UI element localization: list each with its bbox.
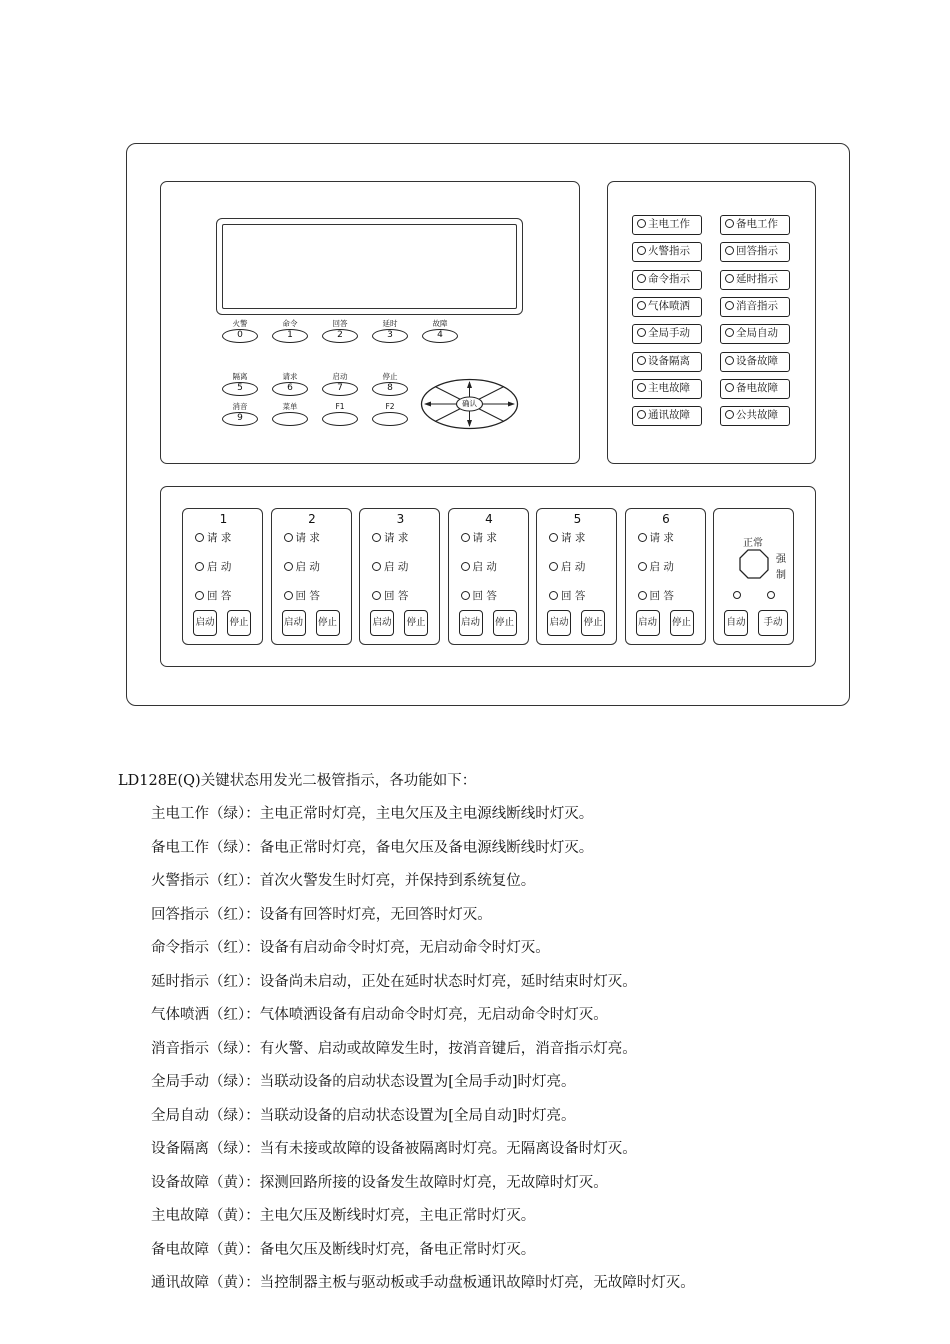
description-line: 设备隔离（绿）：当有未接或故障的设备被隔离时灯亮。无隔离设备时灯灭。 [151,1141,637,1157]
indicator-label: 火警指示 [648,245,690,258]
module-status-label: 请 求 [295,532,320,544]
module-status-row [284,530,320,545]
linkage-module [271,508,352,645]
indicator-led [720,379,790,399]
keypad-key[interactable] [272,412,308,426]
module-number: 3 [396,512,405,526]
led-icon [284,562,293,571]
module-status-label: 启 动 [472,561,497,573]
description-line: 备电工作（绿）：备电正常时灯亮，备电欠压及备电源线断线时灯灭。 [151,839,594,856]
led-icon [637,219,646,228]
led-icon [461,591,470,600]
module-status-row [638,559,674,574]
key-label: 故障 [432,319,448,328]
key-label: 请求 [282,372,298,381]
module-start-button[interactable]: 启动 [636,610,660,636]
module-number: 1 [219,512,228,526]
manual-led [767,591,775,599]
led-icon [725,246,734,255]
mode-key-switch[interactable] [739,549,769,579]
module-status-label: 启 动 [295,561,320,573]
module-status-label: 启 动 [384,561,409,573]
keypad-key[interactable]: 8 [372,382,408,396]
module-stop-button[interactable]: 停止 [670,610,694,636]
keypad-key[interactable]: 2 [322,329,358,343]
key-label: 火警 [232,319,248,328]
module-status-row [549,530,585,545]
module-status-label: 回 答 [561,590,586,602]
indicator-label: 延时指示 [736,272,778,285]
direction-pad[interactable] [420,378,519,430]
description-line: 命令指示（红）：设备有启动命令时灯亮，无启动命令时灯灭。 [151,940,550,956]
indicator-led [632,215,702,235]
module-status-row [549,588,585,603]
keypad-key[interactable] [322,412,358,426]
led-icon [372,533,381,542]
module-status-label: 请 求 [384,532,409,544]
led-icon [725,356,734,365]
indicator-led [720,270,790,290]
module-status-label: 回 答 [384,590,409,602]
led-icon [549,591,558,600]
indicator-label: 主电工作 [648,218,690,230]
key-label: F2 [385,402,395,411]
description-line: 全局自动（绿）：当联动设备的启动状态设置为[全局自动]时灯亮。 [151,1107,576,1124]
key-label: 启动 [332,372,348,381]
module-number: 2 [308,512,316,526]
led-icon [725,301,734,310]
keypad-key[interactable]: 1 [272,329,308,343]
module-status-label: 回 答 [207,590,232,602]
module-status-label: 请 求 [649,532,674,544]
indicator-led [720,324,790,344]
force-label-bottom: 制 [776,570,786,581]
key-label: 消音 [232,402,248,411]
led-icon [637,410,646,419]
indicator-led [632,297,702,317]
module-status-row [284,559,320,574]
module-stop-button[interactable]: 停止 [581,610,605,636]
led-icon [372,591,381,600]
led-icon [372,562,381,571]
linkage-module [625,508,706,645]
indicator-led [720,215,790,235]
module-number: 6 [662,512,670,526]
module-status-row [372,530,408,545]
auto-led [733,591,741,599]
indicator-label: 全局自动 [736,327,778,340]
linkage-module [448,508,529,645]
module-status-label: 回 答 [649,590,674,602]
key-label: F1 [335,402,345,411]
led-icon [461,533,470,542]
led-icon [195,591,204,600]
mode-switch-module [713,508,794,645]
led-icon [637,301,646,310]
module-status-label: 回 答 [472,590,497,602]
description-line: 全局手动（绿）：当联动设备的启动状态设置为[全局手动]时灯亮。 [151,1074,576,1090]
keypad-key[interactable] [372,412,408,426]
indicator-led [720,242,790,262]
keypad-key[interactable]: 6 [272,382,308,396]
led-icon [284,591,293,600]
indicator-label: 气体喷洒 [648,299,690,312]
description-line: 主电故障（黄）：主电欠压及断线时灯亮，主电正常时灯灭。 [151,1208,536,1224]
indicator-label: 全局手动 [648,327,690,340]
description-line: 火警指示（红）：首次火警发生时灯亮，并保持到系统复位。 [151,873,536,889]
keypad-key[interactable]: 0 [222,329,258,343]
intro-text: LD128E(Q)关键状态用发光二极管指示，各功能如下： [118,773,477,789]
module-stop-button[interactable]: 停止 [316,610,340,636]
indicator-label: 设备隔离 [648,354,690,367]
led-icon [461,562,470,571]
led-icon [725,383,734,392]
indicator-led [632,324,702,344]
module-status-label: 请 求 [207,532,232,544]
description-line: 气体喷洒（红）：气体喷洒设备有启动命令时灯亮，无启动命令时灯灭。 [151,1007,608,1023]
module-number: 4 [485,512,493,526]
keypad-key[interactable]: 9 [222,412,258,426]
force-label-top: 强 [776,554,786,565]
module-status-label: 启 动 [207,561,232,573]
module-status-row [461,530,497,545]
indicator-led [632,379,702,399]
module-status-row [372,559,408,574]
indicator-led [632,270,702,290]
module-status-label: 启 动 [649,561,674,573]
led-icon [637,274,646,283]
indicator-label: 设备故障 [736,354,778,367]
led-icon [637,328,646,337]
module-start-button[interactable]: 启动 [547,610,571,636]
key-label: 回答 [332,319,348,328]
indicator-label: 命令指示 [648,272,690,285]
key-label: 延时 [382,319,398,328]
linkage-module [182,508,263,645]
normal-label: 正常 [743,538,763,549]
description-line: 回答指示（红）：设备有回答时灯亮，无回答时灯灭。 [151,906,492,923]
description-line: 消音指示（绿）：有火警、启动或故障发生时，按消音键后，消音指示灯亮。 [151,1040,637,1057]
module-status-label: 请 求 [472,532,497,544]
indicator-led [720,406,790,426]
led-icon [638,533,647,542]
indicator-led [720,352,790,372]
linkage-module [359,508,440,645]
led-icon [637,383,646,392]
description-line: 设备故障（黄）：探测回路所接的设备发生故障时灯亮，无故障时灯灭。 [151,1174,608,1191]
led-icon [725,410,734,419]
led-icon [725,274,734,283]
module-status-row [195,530,231,545]
module-stop-button[interactable]: 停止 [404,610,428,636]
description-line: 主电工作（绿）：主电正常时灯亮，主电欠压及主电源线断线时灯灭。 [151,806,594,822]
indicator-label: 消音指示 [736,299,778,312]
indicator-label: 主电故障 [648,381,690,394]
module-stop-button[interactable]: 停止 [493,610,517,636]
led-icon [195,562,204,571]
manual-button[interactable]: 手动 [758,610,788,636]
led-icon [549,533,558,542]
module-status-row [284,588,320,603]
led-icon [725,219,734,228]
module-status-row [638,530,674,545]
confirm-key-label: 确认 [462,399,477,408]
module-status-row [195,588,231,603]
led-icon [725,328,734,337]
module-status-row [372,588,408,603]
indicator-led [632,242,702,262]
keypad-key[interactable]: 3 [372,329,408,343]
module-status-label: 回 答 [295,590,320,602]
led-icon [638,562,647,571]
module-start-button[interactable]: 启动 [193,610,217,636]
description-line: 延时指示（红）：设备尚未启动，正处在延时状态时灯亮，延时结束时灯灭。 [151,973,637,990]
module-status-row [461,559,497,574]
indicator-label: 通讯故障 [648,409,690,422]
led-icon [637,356,646,365]
module-stop-button[interactable]: 停止 [227,610,251,636]
linkage-module [536,508,617,645]
keypad-key[interactable]: 7 [322,382,358,396]
module-status-row [549,559,585,574]
indicator-label: 备电故障 [736,381,778,394]
module-number: 5 [573,512,582,526]
indicator-label: 回答指示 [736,245,778,258]
indicator-label: 备电工作 [736,218,778,230]
indicator-led [720,297,790,317]
key-label: 隔离 [232,372,248,381]
keypad-key[interactable]: 4 [422,329,458,343]
led-icon [637,246,646,255]
module-start-button[interactable]: 启动 [370,610,394,636]
module-status-row [638,588,674,603]
module-status-row [195,559,231,574]
lcd-screen [222,224,517,309]
module-status-label: 启 动 [561,561,586,573]
key-label: 命令 [282,319,298,328]
indicator-led [632,406,702,426]
led-icon [638,591,647,600]
module-status-label: 请 求 [561,532,586,544]
keypad-key[interactable]: 5 [222,382,258,396]
module-status-row [461,588,497,603]
module-start-button[interactable]: 启动 [282,610,306,636]
key-label: 停止 [382,372,398,381]
led-icon [195,533,204,542]
led-icon [549,562,558,571]
led-icon [284,533,293,542]
description-line: 通讯故障（黄）：当控制器主板与驱动板或手动盘板通讯故障时灯亮，无故障时灯灭。 [151,1275,695,1291]
auto-button[interactable]: 自动 [724,610,748,636]
description-line: 备电故障（黄）：备电欠压及断线时灯亮，备电正常时灯灭。 [151,1241,536,1258]
indicator-label: 公共故障 [736,409,778,422]
key-label: 菜单 [282,402,298,411]
indicator-led [632,352,702,372]
module-start-button[interactable]: 启动 [459,610,483,636]
